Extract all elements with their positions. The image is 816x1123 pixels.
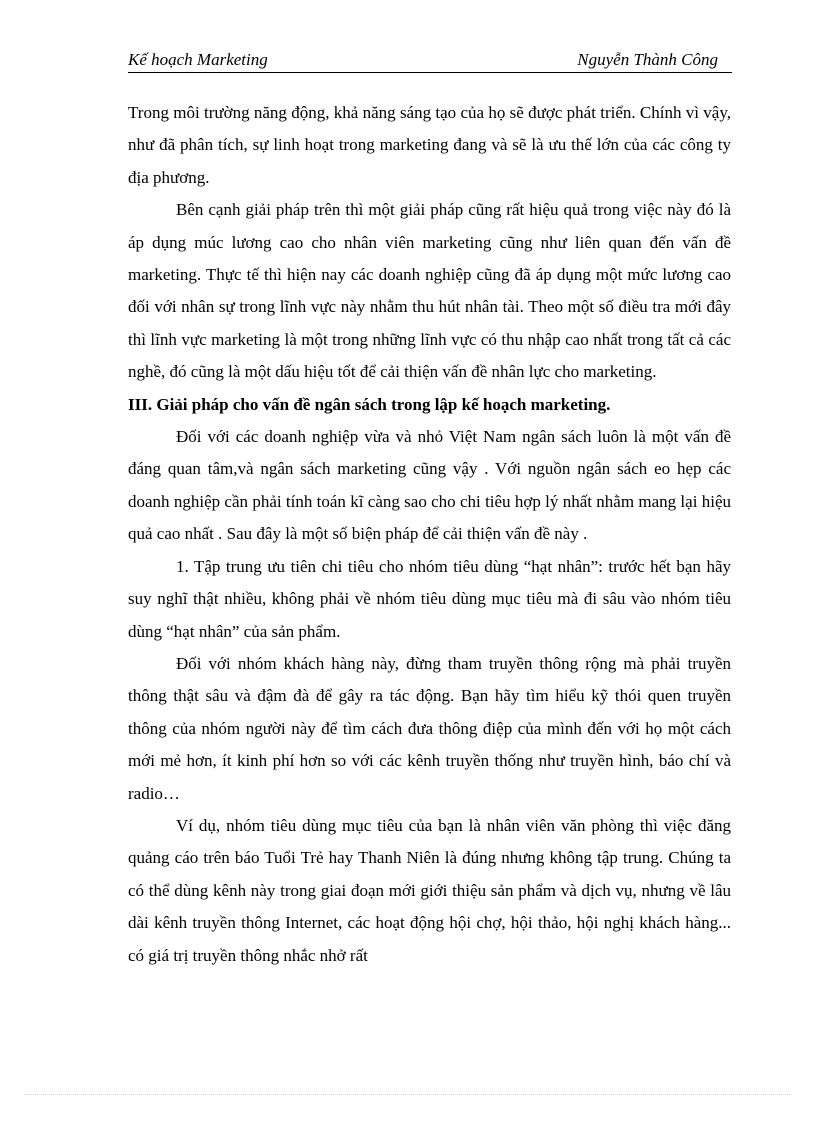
paragraph-core-consumers: 1. Tập trung ưu tiên chi tiêu cho nhóm tiêu dùng “hạt nhân”: trước hết bạn hãy suy nghĩ thật nhiều, không phải về nhóm tiêu dùng mục tiêu mà đi sâu vào nhóm tiêu dùng “hạt nhân” của sản phẩm. [128, 556, 731, 641]
header-author: Nguyễn Thành Công [577, 50, 718, 69]
section-heading-budget: III. Giải pháp cho vấn đề ngân sách trong lập kế hoạch marketing. [128, 394, 611, 414]
paragraph-salary-solution: Bên cạnh giải pháp trên thì một giải pháp cũng rất hiệu quả trong việc này đó là áp dụng múc lương cao cho nhân viên marketing cũng như liên quan đến vấn đề marketing. Thực tế thì hiện nay các doanh nghiệp cũng đã áp dụng một mức lương cao đối với nhân sự trong lĩnh vực này nhằm thu hút nhân tài. Theo một số điều tra mới đây thì lĩnh vực marketing là một trong những lĩnh vực có thu nhập cao nhất trong tất cả các nghề, đó cũng là một dấu hiệu tốt để cải thiện vấn đề nhân lực cho marketing. [128, 200, 731, 382]
paragraph-example: Ví dụ, nhóm tiêu dùng mục tiêu của bạn là nhân viên văn phòng thì việc đăng quảng cáo trên báo Tuổi Trẻ hay Thanh Niên là đúng nhưng không tập trung. Chúng ta có thể dùng kênh này trong giai đoạn mới giới thiệu sản phẩm và dịch vụ, nhưng về lâu dài kênh truyền thông Internet, các hoạt động hội chợ, hội thảo, hội nghị khách hàng... có giá trị truyền thông nhắc nhở rất [128, 815, 731, 965]
header-document-title: Kế hoạch Marketing [128, 50, 268, 69]
paragraph-deep-communication: Đối với nhóm khách hàng này, đừng tham truyền thông rộng mà phải truyền thông thật sâu và đậm đà để gây ra tác động. Bạn hãy tìm hiểu kỹ thói quen truyền thông của nhóm người này để tìm cách đưa thông điệp của mình đến với họ một cách mới mẻ hơn, ít kinh phí hơn so với các kênh truyền thống như truyền hình, báo chí và radio… [128, 653, 731, 803]
page-bottom-divider [24, 1094, 792, 1095]
paragraph-budget-intro: Đối với các doanh nghiệp vừa và nhỏ Việt Nam ngân sách luôn là một vấn đề đáng quan tâm,và ngân sách marketing cũng vậy . Với nguồn ngân sách eo hẹp các doanh nghiệp cần phải tính toán kĩ càng sao cho chi tiêu hợp lý nhất nhằm mang lại hiệu quả cao nhất . Sau đây là một số biện pháp để cải thiện vấn đề này . [128, 427, 731, 544]
page-header [128, 48, 732, 73]
document-body [128, 97, 731, 972]
paragraph-continuation: Trong môi trường năng động, khả năng sáng tạo của họ sẽ được phát triển. Chính vì vậy, như đã phân tích, sự linh hoạt trong marketing đang và sẽ là ưu thế lớn của các công ty địa phương. [128, 103, 731, 187]
